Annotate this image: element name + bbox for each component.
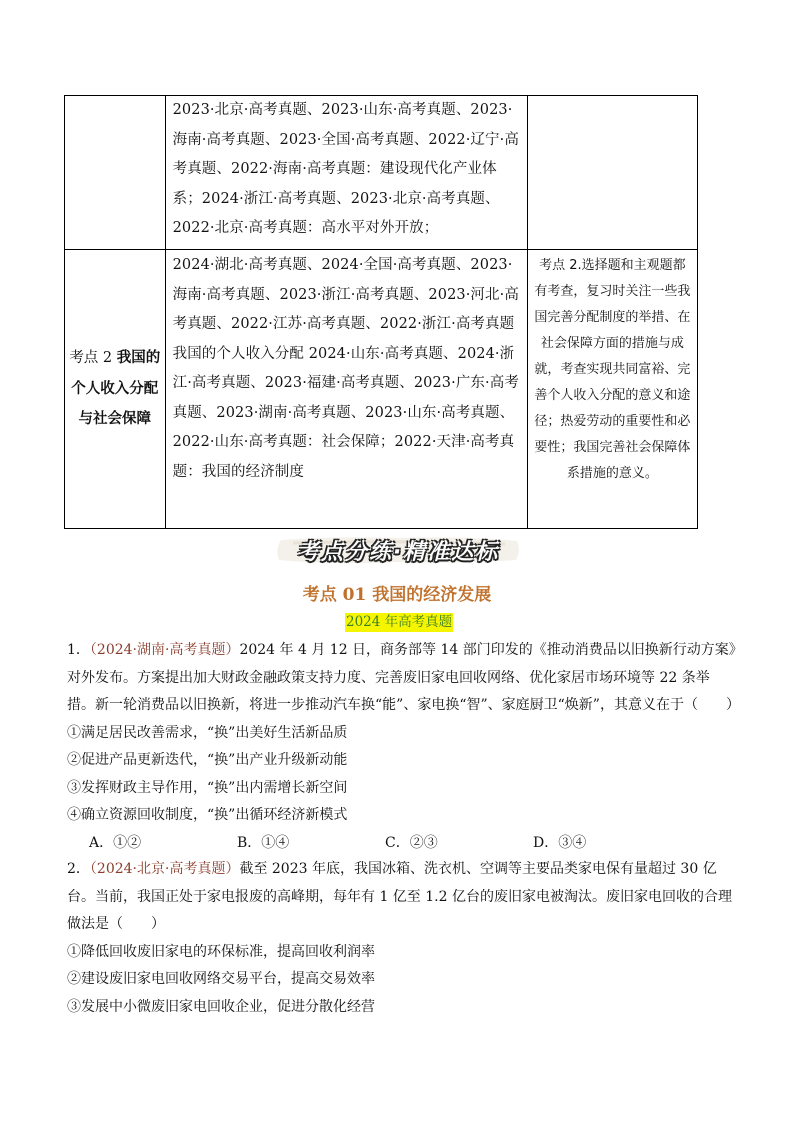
statement-item: ①满足居民改善需求，“换”出美好生活新品质	[67, 724, 348, 741]
answer-options	[67, 830, 737, 858]
statement-item: ②建设废旧家电回收网络交易平台，提高交易效率	[67, 971, 375, 987]
row2-label-bold: 我国的个人收入分配与社会保障	[71, 349, 161, 428]
row1-label-cell	[65, 96, 166, 250]
table-row	[65, 250, 698, 529]
option-a[interactable]: A．①②	[89, 834, 142, 851]
statement-item: ③发展中小微废旧家电回收企业，促进分散化经营	[67, 998, 375, 1015]
row2-label-cell	[65, 250, 166, 529]
question-1	[67, 637, 740, 857]
question-number: 1．	[67, 642, 90, 658]
section-banner	[273, 534, 523, 566]
statement-item: ①降低回收废旧家电的环保标准，提高回收利润率	[67, 943, 375, 960]
banner-text: 考点分练·精准达标	[296, 539, 500, 565]
row1-note-cell	[527, 96, 697, 250]
statement-item: ③发挥财政主导作用，“换”出内需增长新空间	[67, 779, 348, 796]
table-row	[65, 96, 698, 250]
row2-note-cell: 考点 2.选择题和主观题都有考查，复习时关注一些我国完善分配制度的举措、在社会保障方面的措施与成就，考查实现共同富裕、完善个人收入分配的意义和途径；热爱劳动的重要性和必要性；我国完善社会保障体系措施的意义。	[527, 250, 697, 529]
option-d[interactable]: D．③④	[533, 834, 587, 851]
row2-content-cell: 2024·湖北·高考真题、2024·全国·高考真题、2023·海南·高考真题、2023·浙江·高考真题、2023·河北·高考真题、2022·江苏·高考真题、2022·浙江·高考真题我国的个人收入分配 2024·山东·高考真题、2024·浙江·高考真题、2023·福建·高考真题、2023·广东·高考真题、2023·湖南·高考真题、2023·山东·高考真题、2022·山东·高考真题：社会保障；2022·天津·高考真题：我国的经济制度	[165, 250, 527, 529]
question-2	[67, 856, 737, 1021]
question-number: 2．	[67, 861, 90, 877]
statement-item: ④确立资源回收制度，“换”出循环经济新模式	[67, 807, 348, 823]
year-tag: 2024 年高考真题	[346, 614, 453, 630]
row1-content-cell: 2023·北京·高考真题、2023·山东·高考真题、2023·海南·高考真题、2023·全国·高考真题、2022·辽宁·高考真题、2022·海南·高考真题：建设现代化产业体系；2024·浙江·高考真题、2023·北京·高考真题、2022·北京·高考真题：高水平对外开放；	[165, 96, 527, 250]
question-text: 截至 2023 年底，我国冰箱、洗衣机、空调等主要品类家电保有量超过 30 亿台。当前，我国正处于家电报废的高峰期，每年有 1 亿至 1.2 亿台的废旧家电被淘汰。废旧家电回收的合理做法是（ ）	[67, 861, 732, 932]
option-c[interactable]: C．②③	[385, 834, 438, 851]
row2-label-prefix: 考点 2	[69, 350, 117, 367]
option-b[interactable]: B．①④	[237, 834, 290, 851]
question-source: （2024·北京·高考真题）	[89, 861, 240, 877]
question-2-stem	[67, 856, 737, 939]
exam-point-table	[64, 95, 698, 529]
question-text: 2024 年 4 月 12 日，商务部等 14 部门印发的《推动消费品以旧换新行动方案》对外发布。方案提出加大财政金融政策支持力度、完善废旧家电回收网络、优化家居市场环境等 22 条举措。新一轮消费品以旧换新，将进一步推动汽车换“能”、家电换“智”、家庭厨卫“焕新”，其意义在于（ ）	[67, 642, 740, 713]
question-1-stem	[67, 637, 740, 720]
statement-item: ②促进产品更新迭代，“换”出产业升级新动能	[67, 752, 348, 768]
question-source: （2024·湖南·高考真题）	[89, 642, 240, 658]
section-title: 考点 01 我国的经济发展	[302, 585, 492, 605]
